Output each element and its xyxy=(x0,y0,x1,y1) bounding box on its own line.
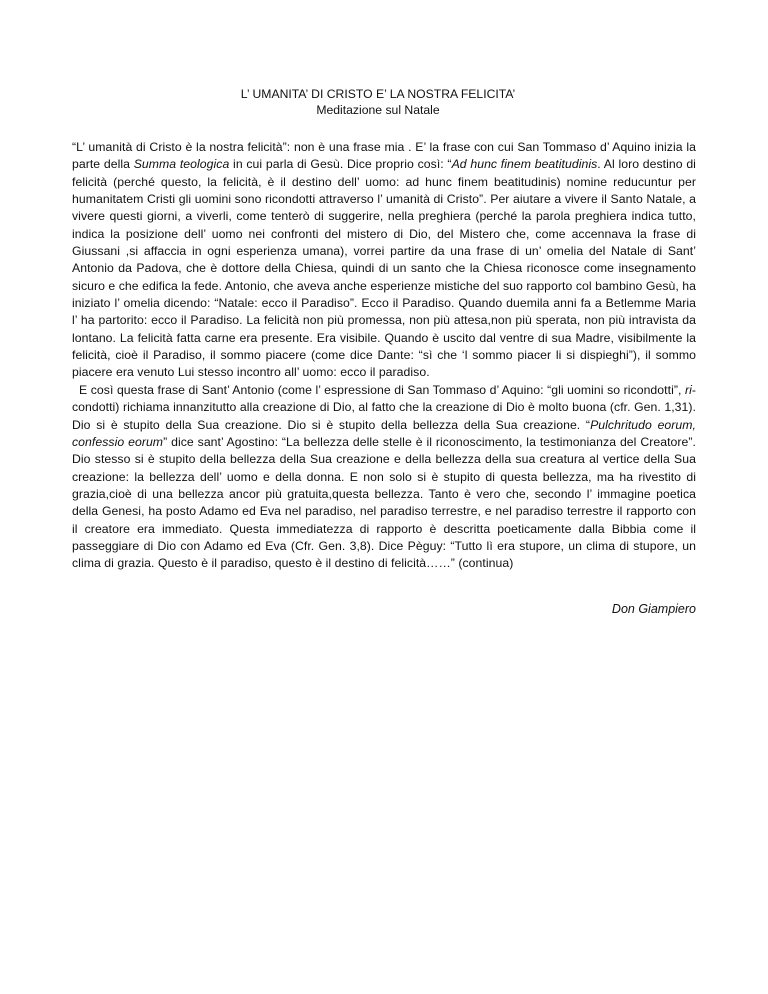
text-run: . Al loro destino di felicità (perché questo, la felicità, è il destino dell’ uomo: ad hunc finem beatitudinis) nomine reducuntur per humanitatem Cristi gli uomini sono ricondotti attraverso l’ umanità di Cristo”. Per aiutare a vivere il Santo Natale, a vivere questi giorni, a viverli, come tenterò di suggerire, nella preghiera (perché la parola preghiera indica tutto, indica la posizione dell’ uomo nei confronti del mistero di Dio, del Mistero che, come accennava la frase di Giussani ,si affaccia in ogni esperienza umana), vorrei partire da una frase di un’ omelia del Natale di Sant’ Antonio da Padova, che è dottore della Chiesa, quindi di un santo che la Chiesa riconosce come insegnamento sicuro e che edifica la fede. Antonio, che aveva anche esperienze mistiche del suo rapporto col bambino Gesù, ha iniziato l’ omelia dicendo: “Natale: ecco il Paradiso”. Ecco il Paradiso. Quando duemila anni fa a Betlemme Maria l’ ha partorito: ecco il Paradiso. La felicità non più promessa, non più attesa,non più sperata, non più intravista da lontano. La felicità fatta carne era presente. Era visibile. Quando è uscito dal ventre di sua Madre, visibilmente la felicità, cioè il Paradiso, il sommo piacere (come dice Dante: “sì che ‘l sommo piacer li si dispieghi”), il sommo piacere era venuto Lui stesso incontro all’ uomo: ecco il paradiso. xyxy=(72,157,696,380)
text-run: in cui parla di Gesù. Dice proprio così: “ xyxy=(229,157,452,172)
document-title: L’ UMANITA’ DI CRISTO E’ LA NOSTRA FELICITA’ xyxy=(240,87,516,101)
document-page xyxy=(72,86,696,617)
italic-text-run: Summa teologica xyxy=(133,157,230,172)
title-block xyxy=(60,86,696,118)
document-subtitle: Meditazione sul Natale xyxy=(316,103,440,117)
text-run: “L’ umanità di Cristo è la nostra felicità”: non è una frase mia . E’ la frase con cui San Tommaso d’ Aquino inizia la parte della xyxy=(72,140,696,172)
body-paragraph xyxy=(72,139,696,382)
italic-text-run: ri xyxy=(684,382,692,397)
italic-text-run: Ad hunc finem beatitudinis xyxy=(451,157,598,172)
text-run: E così questa frase di Sant’ Antonio (come l’ espressione di San Tommaso d’ Aquino: “gli uomini so ricondotti”, xyxy=(79,382,685,397)
italic-text-run: Pulchritudo eorum, confessio eorum xyxy=(72,417,696,449)
text-run: -condotti) richiama innanzitutto alla creazione di Dio, al fatto che la creazione di Dio è molto buona (cfr. Gen. 1,31). Dio si è stupito della Sua creazione. Dio si è stupito della bellezza della Sua creazione. “ xyxy=(72,382,696,432)
body-paragraph xyxy=(72,382,696,573)
signature: Don Giampiero xyxy=(611,601,696,616)
document-body xyxy=(72,139,696,573)
text-run: ” dice sant’ Agostino: “La bellezza delle stelle è il riconoscimento, la testimonianza del Creatore”. Dio stesso si è stupito della bellezza della Sua creazione e della bellezza della sua creatura al vertice della Sua creazione: la bellezza dell’ uomo e della donna. E non solo si è stupito di questa bellezza, ma ha rivestito di grazia,cioè di una bellezza ancor più gratuita,questa bellezza. Tanto è vero che, secondo l’ immagine poetica della Genesi, ha posto Adamo ed Eva nel paradiso, nel paradiso terrestre, e nel paradiso terrestre il rapporto con il creatore era immediato. Questa immediatezza di rapporto è descritta poeticamente dalla Bibbia come il passeggiare di Dio con Adamo ed Eva (Cfr. Gen. 3,8). Dice Pèguy: “Tutto lì era stupore, un clima di stupore, un clima di grazia. Questo è il paradiso, questo è il destino di felicità……” (continua) xyxy=(72,434,696,571)
